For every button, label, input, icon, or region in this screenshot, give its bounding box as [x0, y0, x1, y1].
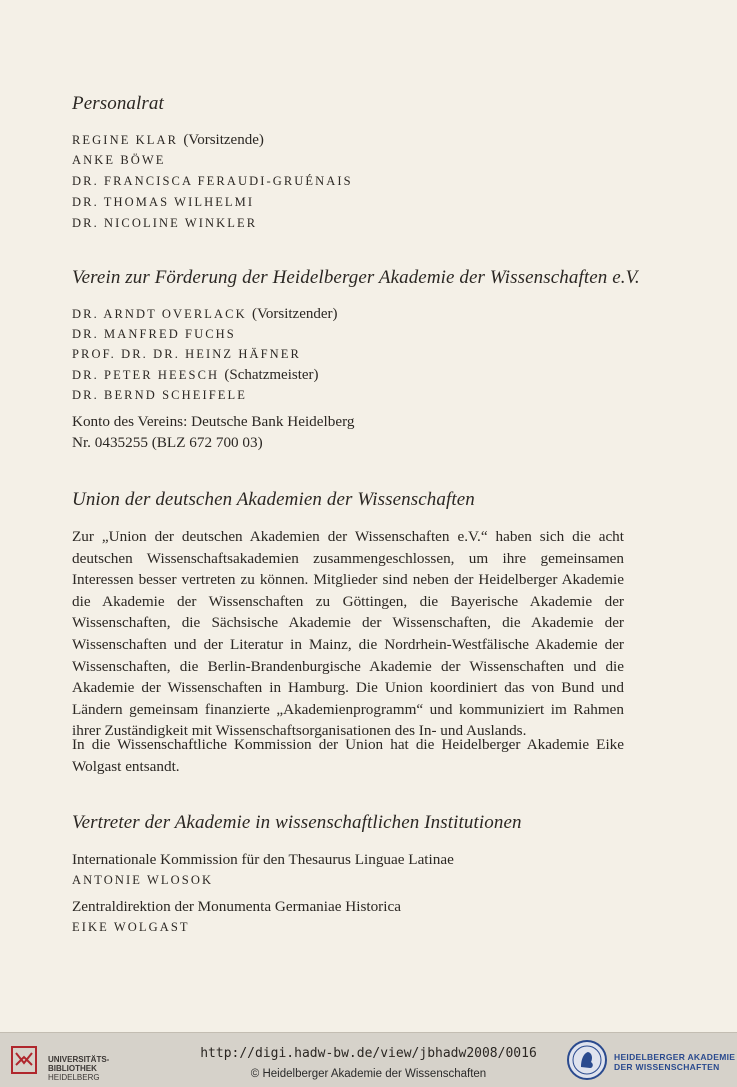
- member-name: DR. BERND SCHEIFELE: [72, 388, 247, 402]
- member-role: (Vorsitzender): [251, 306, 338, 322]
- member-name: PROF. DR. DR. HEINZ HÄFNER: [72, 347, 301, 361]
- bleed-through-decoration: [470, 92, 476, 118]
- member-name: DR. THOMAS WILHELMI: [72, 195, 255, 209]
- institution-name: Zentraldirektion der Monumenta Germaniae Historica: [72, 898, 401, 915]
- section-heading-verein: Verein zur Förderung der Heidelberger Akademie der Wissenschaften e.V.: [72, 267, 640, 288]
- union-commission-paragraph: In die Wissenschaftliche Kommission der Union hat die Heidelberger Akademie Eike Wolgast entsandt.: [72, 736, 624, 775]
- member-line: [72, 347, 301, 362]
- union-paragraph: Zur „Union der deutschen Akademien der Wissenschaften e.V.“ haben sich die acht deutschen Wissenschaftsakademien zusammengeschlossen, um ihre gemeinsamen Interessen besser vertreten zu können. Mitglieder sind neben der Heidelberger Akademie die Akademie der Wissenschaften zu Göttingen, die Bayerische Akademie der Wissenschaften, die Sächsische Akademie der Wissenschaften, die Akademie der Wissenschaften und der Literatur in Mainz, die Nordrhein-Westfälische Akademie der Wissenschaften, die Berlin-Brandenburgische Akademie der Wissenschaften und die Akademie der Wissenschaften in Hamburg. Die Union koordiniert das von Bund und Ländern gemeinsam finanzierte „Akademienprogramm“ und kommuniziert im Rahmen ihrer Zuständigkeit mit Wissenschaftsorganisationen des In- und Auslands.: [72, 528, 624, 740]
- academy-seal-icon: [566, 1039, 608, 1081]
- konto-line: Konto des Vereins: Deutsche Bank Heidelberg: [72, 413, 355, 430]
- permalink-url[interactable]: http://digi.hadw-bw.de/view/jbhadw2008/0016: [200, 1046, 537, 1061]
- viewer-footer: [0, 1032, 737, 1087]
- academy-logo-line: DER WISSENSCHAFTEN: [614, 1062, 720, 1072]
- member-name: DR. PETER HEESCH: [72, 368, 220, 382]
- member-line: [72, 174, 353, 189]
- member-line: [72, 216, 257, 231]
- copyright-notice: © Heidelberger Akademie der Wissenschaften: [250, 1068, 487, 1080]
- konto-number-line: Nr. 0435255 (BLZ 672 700 03): [72, 434, 263, 451]
- member-name: DR. NICOLINE WINKLER: [72, 216, 258, 230]
- member-line: [72, 388, 247, 403]
- member-line: [72, 132, 264, 149]
- member-role: (Vorsitzende): [183, 132, 264, 148]
- member-name: REGINE KLAR: [72, 133, 179, 147]
- section-heading-personalrat: Personalrat: [72, 93, 164, 114]
- section-heading-union: Union der deutschen Akademien der Wissenschaften: [72, 489, 475, 510]
- member-name: ANKE BÖWE: [72, 153, 166, 167]
- academy-logo-line: HEIDELBERGER AKADEMIE: [614, 1052, 736, 1062]
- member-name: DR. MANFRED FUCHS: [72, 327, 236, 341]
- member-line: [72, 306, 338, 323]
- member-line: [72, 153, 166, 168]
- ub-logo-line: HEIDELBERG: [48, 1073, 100, 1082]
- representative-name: EIKE WOLGAST: [72, 920, 190, 934]
- section-heading-vertreter: Vertreter der Akademie in wissenschaftlichen Institutionen: [72, 812, 522, 833]
- member-role: (Schatzmeister): [224, 367, 319, 383]
- member-name: DR. FRANCISCA FERAUDI-GRUÉNAIS: [72, 174, 353, 188]
- member-name: DR. ARNDT OVERLACK: [72, 307, 247, 321]
- member-line: [72, 195, 254, 210]
- academy-logo[interactable]: [566, 1039, 736, 1081]
- member-line: [72, 327, 236, 342]
- representative-name: ANTONIE WLOSOK: [72, 873, 214, 887]
- academy-logo-text: [614, 1052, 735, 1072]
- ub-logo-line: BIBLIOTHEK: [48, 1064, 97, 1073]
- institution-name: Internationale Kommission für den Thesaurus Linguae Latinae: [72, 851, 454, 868]
- member-line: [72, 367, 319, 384]
- ub-logo-line: UNIVERSITÄTS-: [48, 1055, 110, 1064]
